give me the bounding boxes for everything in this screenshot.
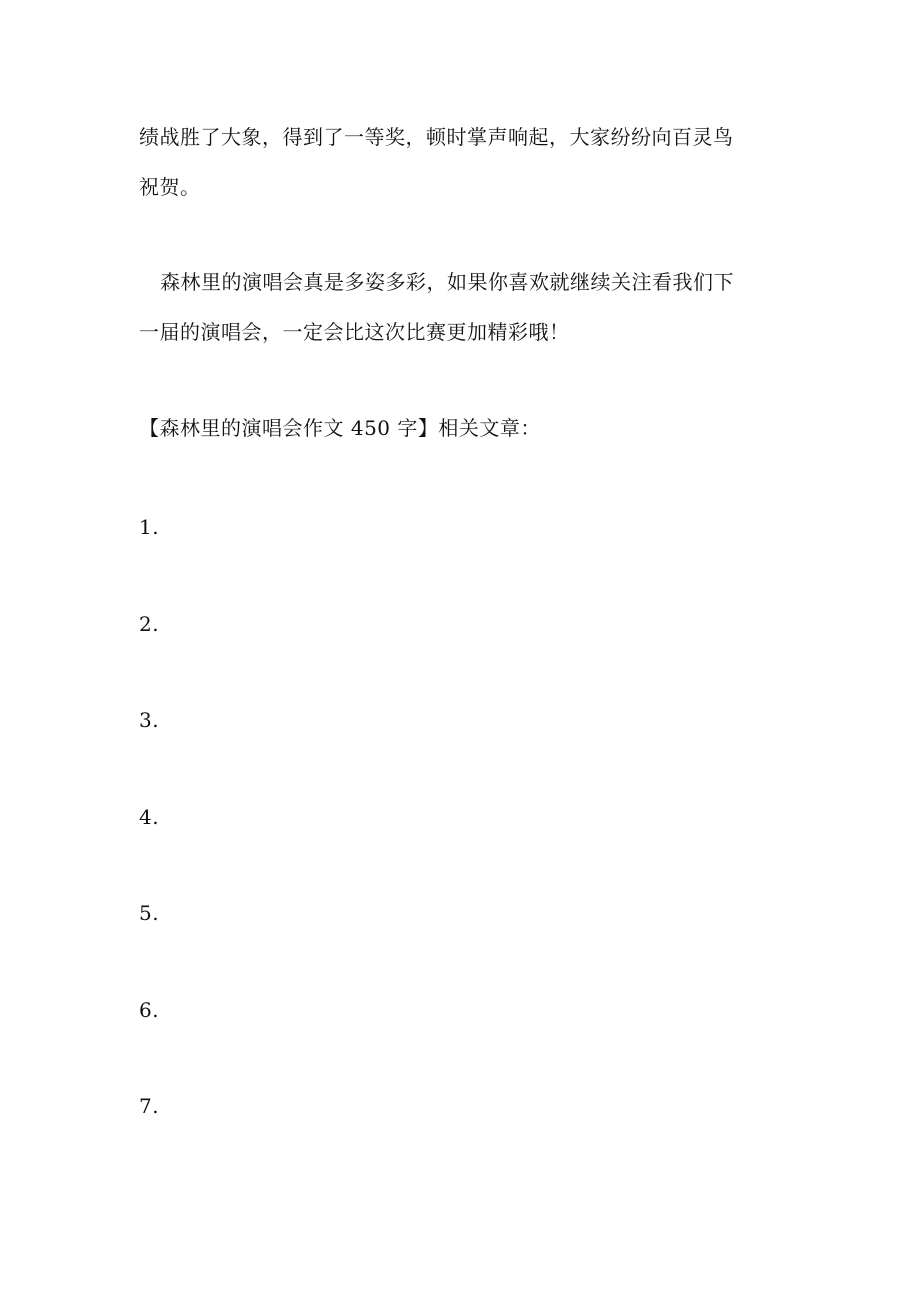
paragraph-2-line-2: 一届的演唱会，一定会比这次比赛更加精彩哦！ xyxy=(139,320,570,344)
paragraph-2-line-1: 森林里的演唱会真是多姿多彩，如果你喜欢就继续关注看我们下 xyxy=(160,270,734,294)
related-list-item-5: 5. xyxy=(139,901,160,925)
paragraph-1-line-1: 绩战胜了大象，得到了一等奖，顿时掌声响起，大家纷纷向百灵鸟 xyxy=(139,125,734,149)
related-list-item-2: 2. xyxy=(139,612,160,636)
related-list-item-7: 7. xyxy=(139,1094,160,1118)
related-list-item-3: 3. xyxy=(139,708,160,732)
related-list-item-1: 1. xyxy=(139,515,160,539)
related-list-item-6: 6. xyxy=(139,998,160,1022)
paragraph-1-line-2: 祝贺。 xyxy=(139,175,201,199)
related-articles-heading: 【森林里的演唱会作文 450 字】相关文章： xyxy=(139,416,541,440)
related-list-item-4: 4. xyxy=(139,805,160,829)
